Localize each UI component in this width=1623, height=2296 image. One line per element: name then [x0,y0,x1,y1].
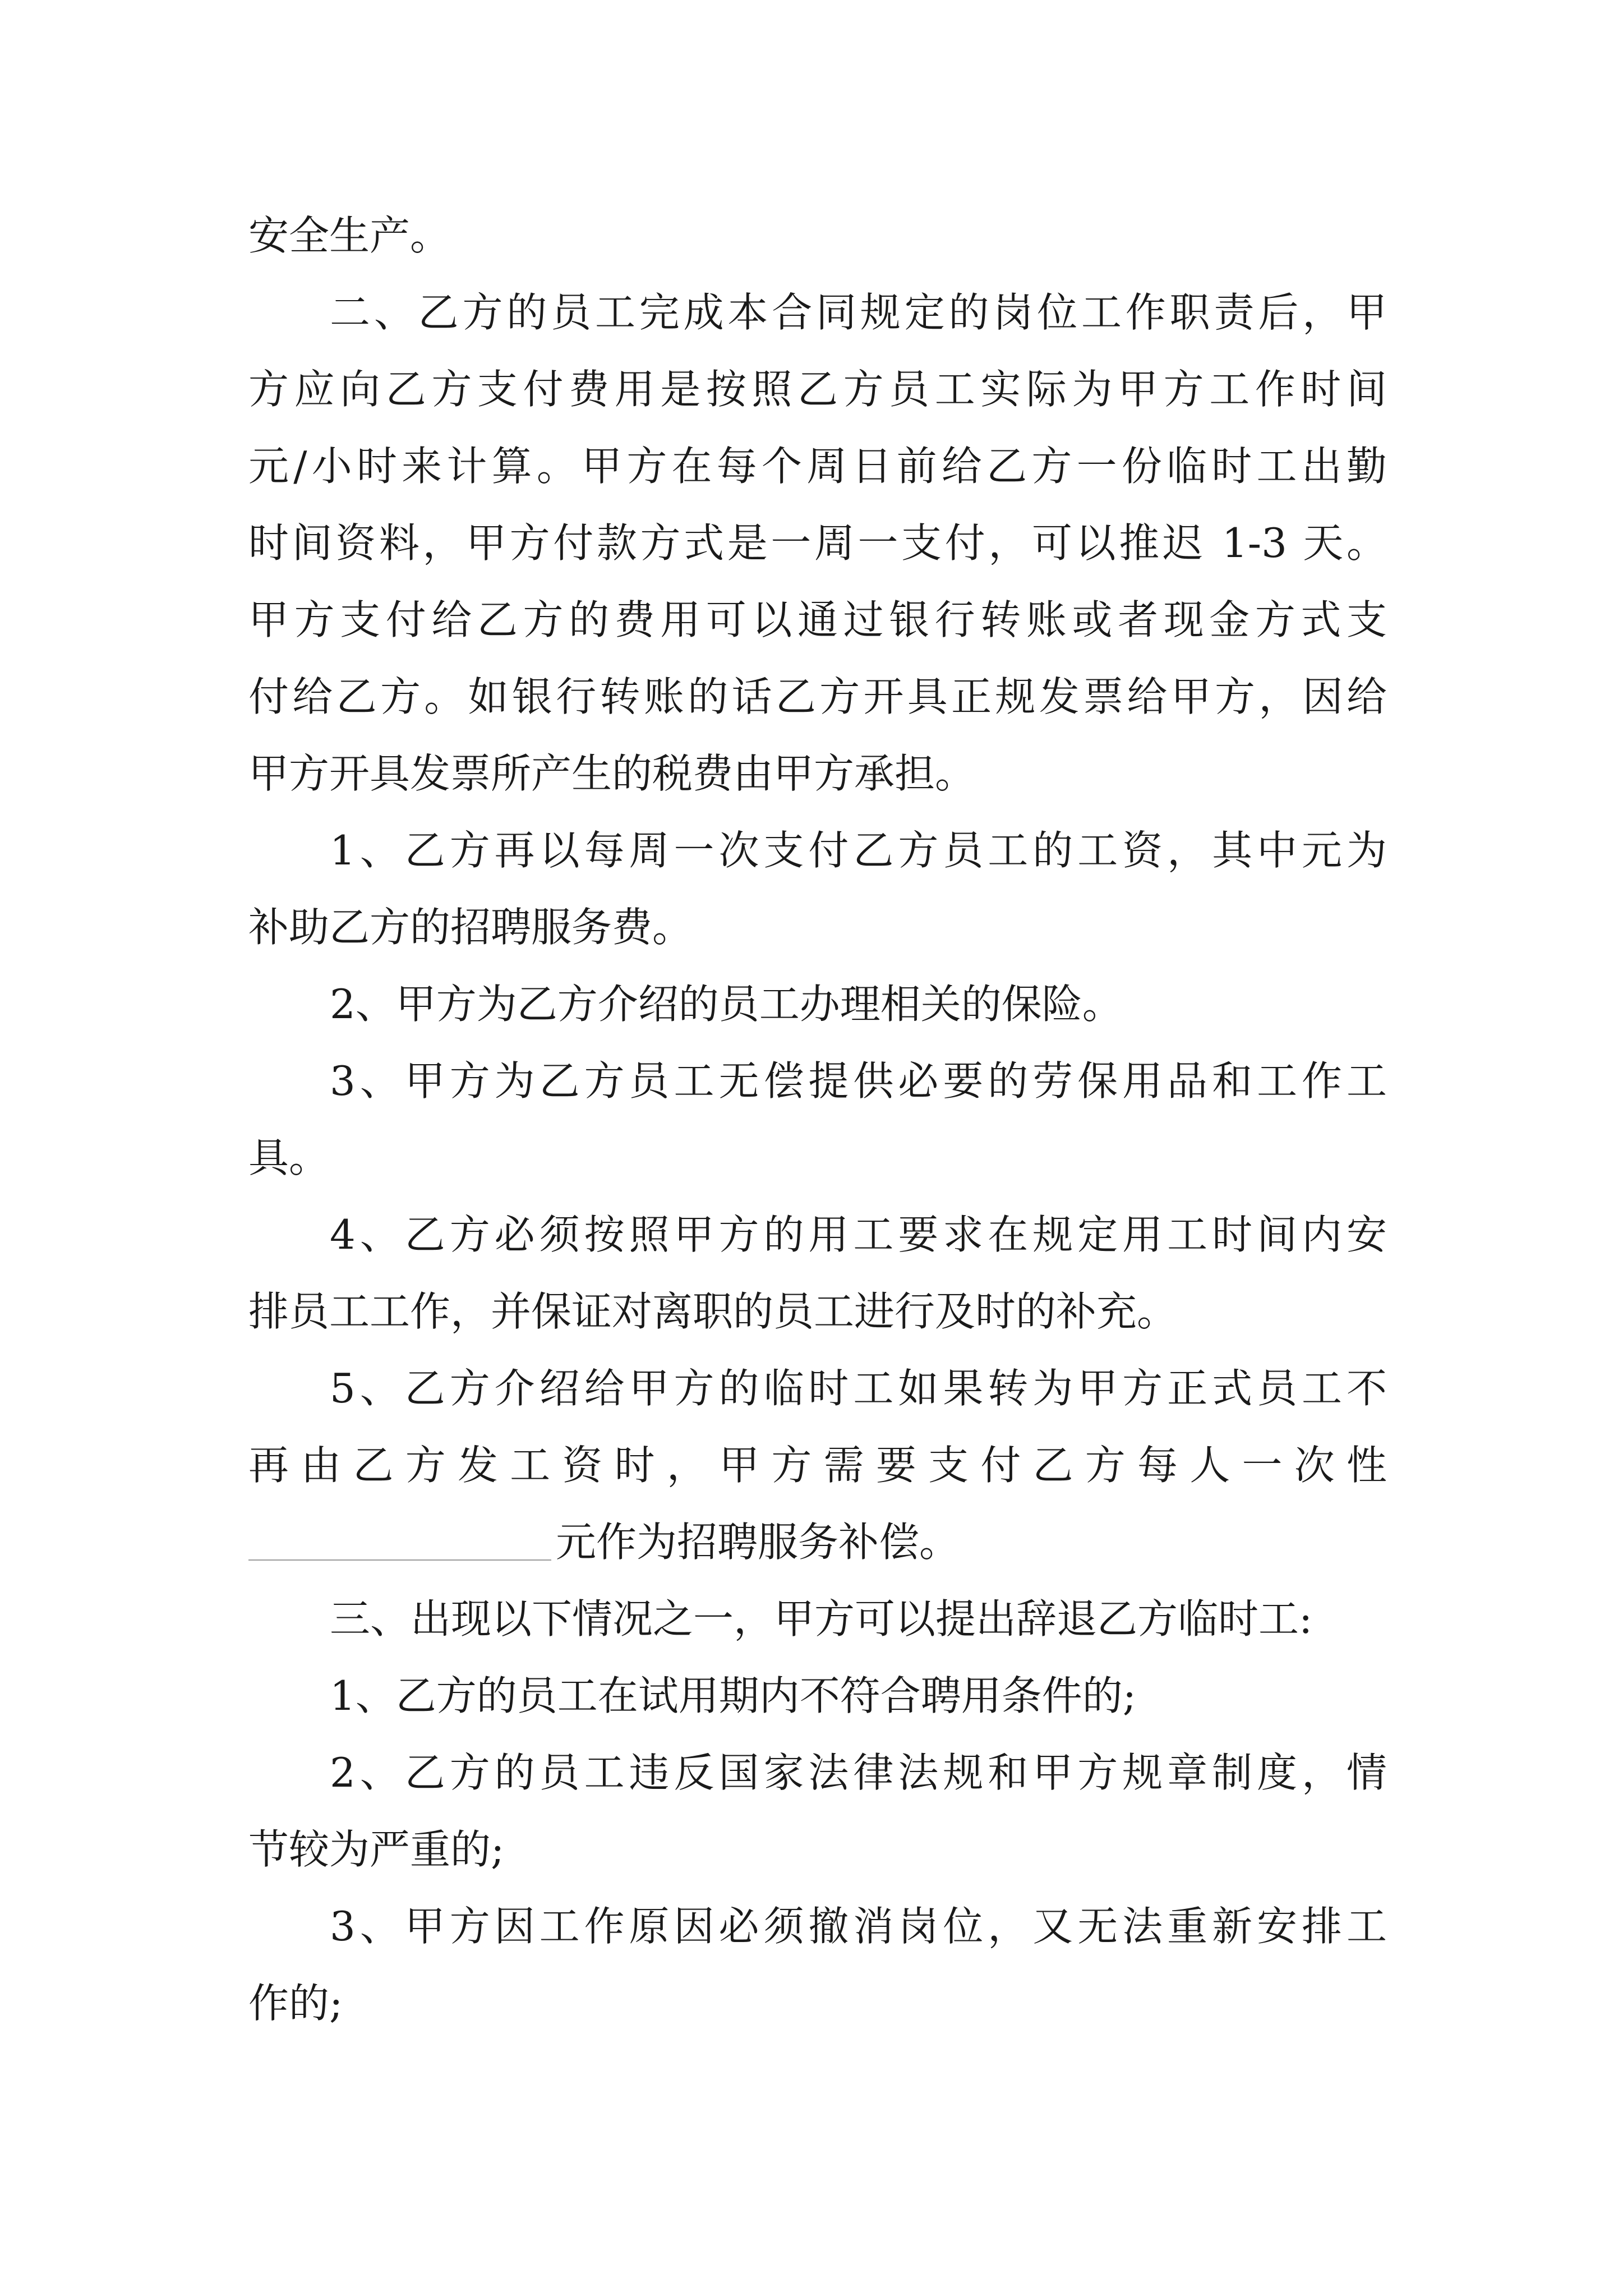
text-line: 元作为招聘服务补偿。 [556,1519,960,1566]
text-line: 三、出现以下情况之一，甲方可以提出辞退乙方临时工: [330,1595,1313,1642]
text-line: 甲方开具发票所产生的税费由甲方承担。 [248,750,976,797]
text-line: 2、甲方为乙方介绍的员工办理相关的保险。 [330,981,1123,1028]
text-line: 二、乙方的员工完成本合同规定的岗位工作职责后，甲 [330,289,1387,336]
text-line: 再由乙方发工资时，甲方需要支付乙方每人一次性 [248,1442,1387,1489]
text-line: 4、乙方必须按照甲方的用工要求在规定用工时间内安 [330,1211,1387,1258]
text-line: 5、乙方介绍给甲方的临时工如果转为甲方正式员工不 [330,1365,1387,1412]
text-line: 甲方支付给乙方的费用可以通过银行转账或者现金方式支 [248,596,1387,643]
text-line: 时间资料，甲方付款方式是一周一支付，可以推迟 1-3 天。 [248,519,1387,567]
text-line: 具。 [248,1134,330,1181]
text-line: 3、甲方因工作原因必须撤消岗位，又无法重新安排工 [330,1903,1387,1950]
text-line-with-blank [248,1514,1387,1570]
text-line: 元/小时来计算。甲方在每个周日前给乙方一份临时工出勤 [248,443,1387,490]
text-line: 补助乙方的招聘服务费。 [248,904,693,951]
text-line: 付给乙方。如银行转账的话乙方开具正规发票给甲方，因给 [248,673,1387,720]
text-line: 1、乙方再以每周一次支付乙方员工的工资，其中元为 [330,827,1387,874]
text-line: 2、乙方的员工违反国家法律法规和甲方规章制度，情 [330,1749,1387,1796]
fill-in-blank [248,1519,551,1561]
text-line: 方应向乙方支付费用是按照乙方员工实际为甲方工作时间 [248,366,1387,413]
text-line: 作的; [248,1980,343,2027]
text-line: 节较为严重的; [248,1826,505,1873]
text-line: 排员工工作，并保证对离职的员工进行及时的补充。 [248,1288,1178,1335]
text-line: 3、甲方为乙方员工无偿提供必要的劳保用品和工作工 [330,1057,1387,1105]
text-line: 安全生产。 [248,212,451,259]
text-line: 1、乙方的员工在试用期内不符合聘用条件的; [330,1672,1137,1719]
